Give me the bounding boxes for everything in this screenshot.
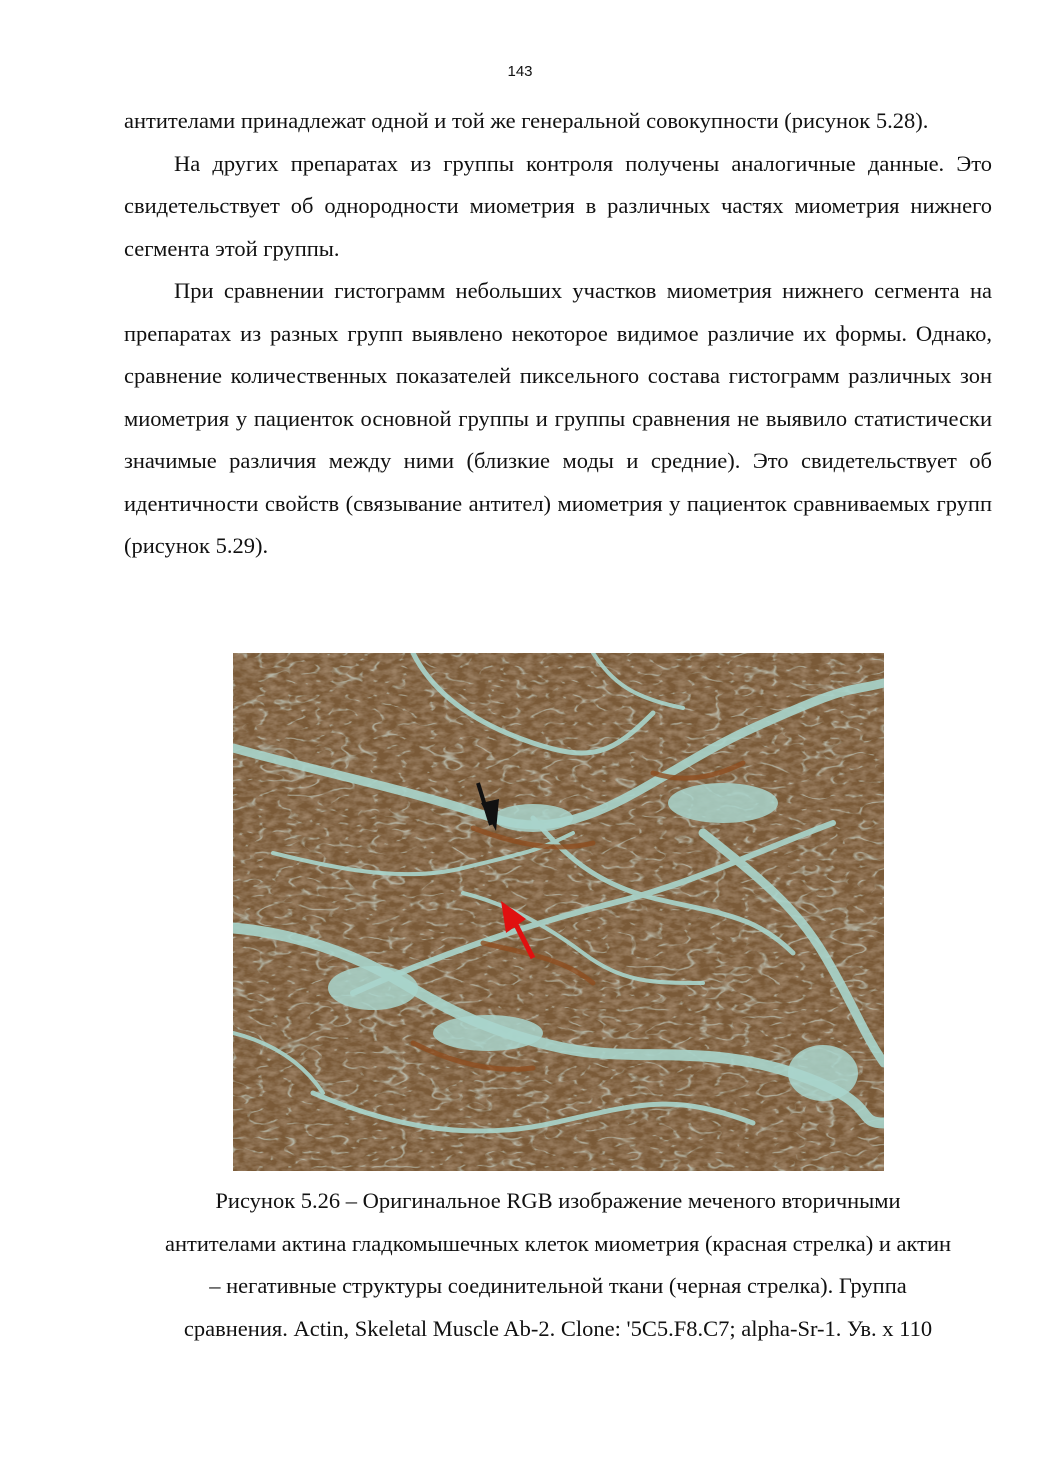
page-number: 143: [507, 63, 533, 80]
paragraph-3: При сравнении гистограмм небольших участков миометрия нижнего сегмента на препаратах из разных групп выявлено некоторое видимое различие их формы. Однако, сравнение количественных показателей пиксельного состава гистограмм различных зон миометрия у пациенток основной группы и группы сравнения не выявило статистически значимые различия между ними (близкие моды и средние). Это свидетельствует об идентичности свойств (связывание антител) миометрия у пациенток сравниваемых групп (рисунок 5.29).: [124, 278, 992, 558]
connective-fine-network: [233, 653, 884, 1171]
caption-line-4: сравнения. Actin, Skeletal Muscle Ab-2. Clone: '5C5.F8.C7; alpha-Sr-1. Ув. х 110: [183, 1315, 933, 1341]
micrograph-figure: [233, 653, 884, 1171]
paragraph-1: антителами принадлежат одной и той же генеральной совокупности (рисунок 5.28).: [124, 108, 929, 133]
caption-line-1: Рисунок 5.26 – Оригинальное RGB изображение меченого вторичными: [215, 1188, 901, 1213]
body-text: [124, 100, 992, 568]
caption-line-3: – негативные структуры соединительной ткани (черная стрелка). Группа: [209, 1273, 907, 1298]
paragraph-2: На других препаратах из группы контроля получены аналогичные данные. Это свидетельствует об однородности миометрия в различных частях миометрия нижнего сегмента этой группы.: [124, 150, 992, 261]
figure-caption: [118, 1180, 998, 1350]
caption-line-2: антителами актина гладкомышечных клеток миометрия (красная стрелка) и актин: [164, 1230, 952, 1256]
micrograph-image: [233, 653, 884, 1171]
